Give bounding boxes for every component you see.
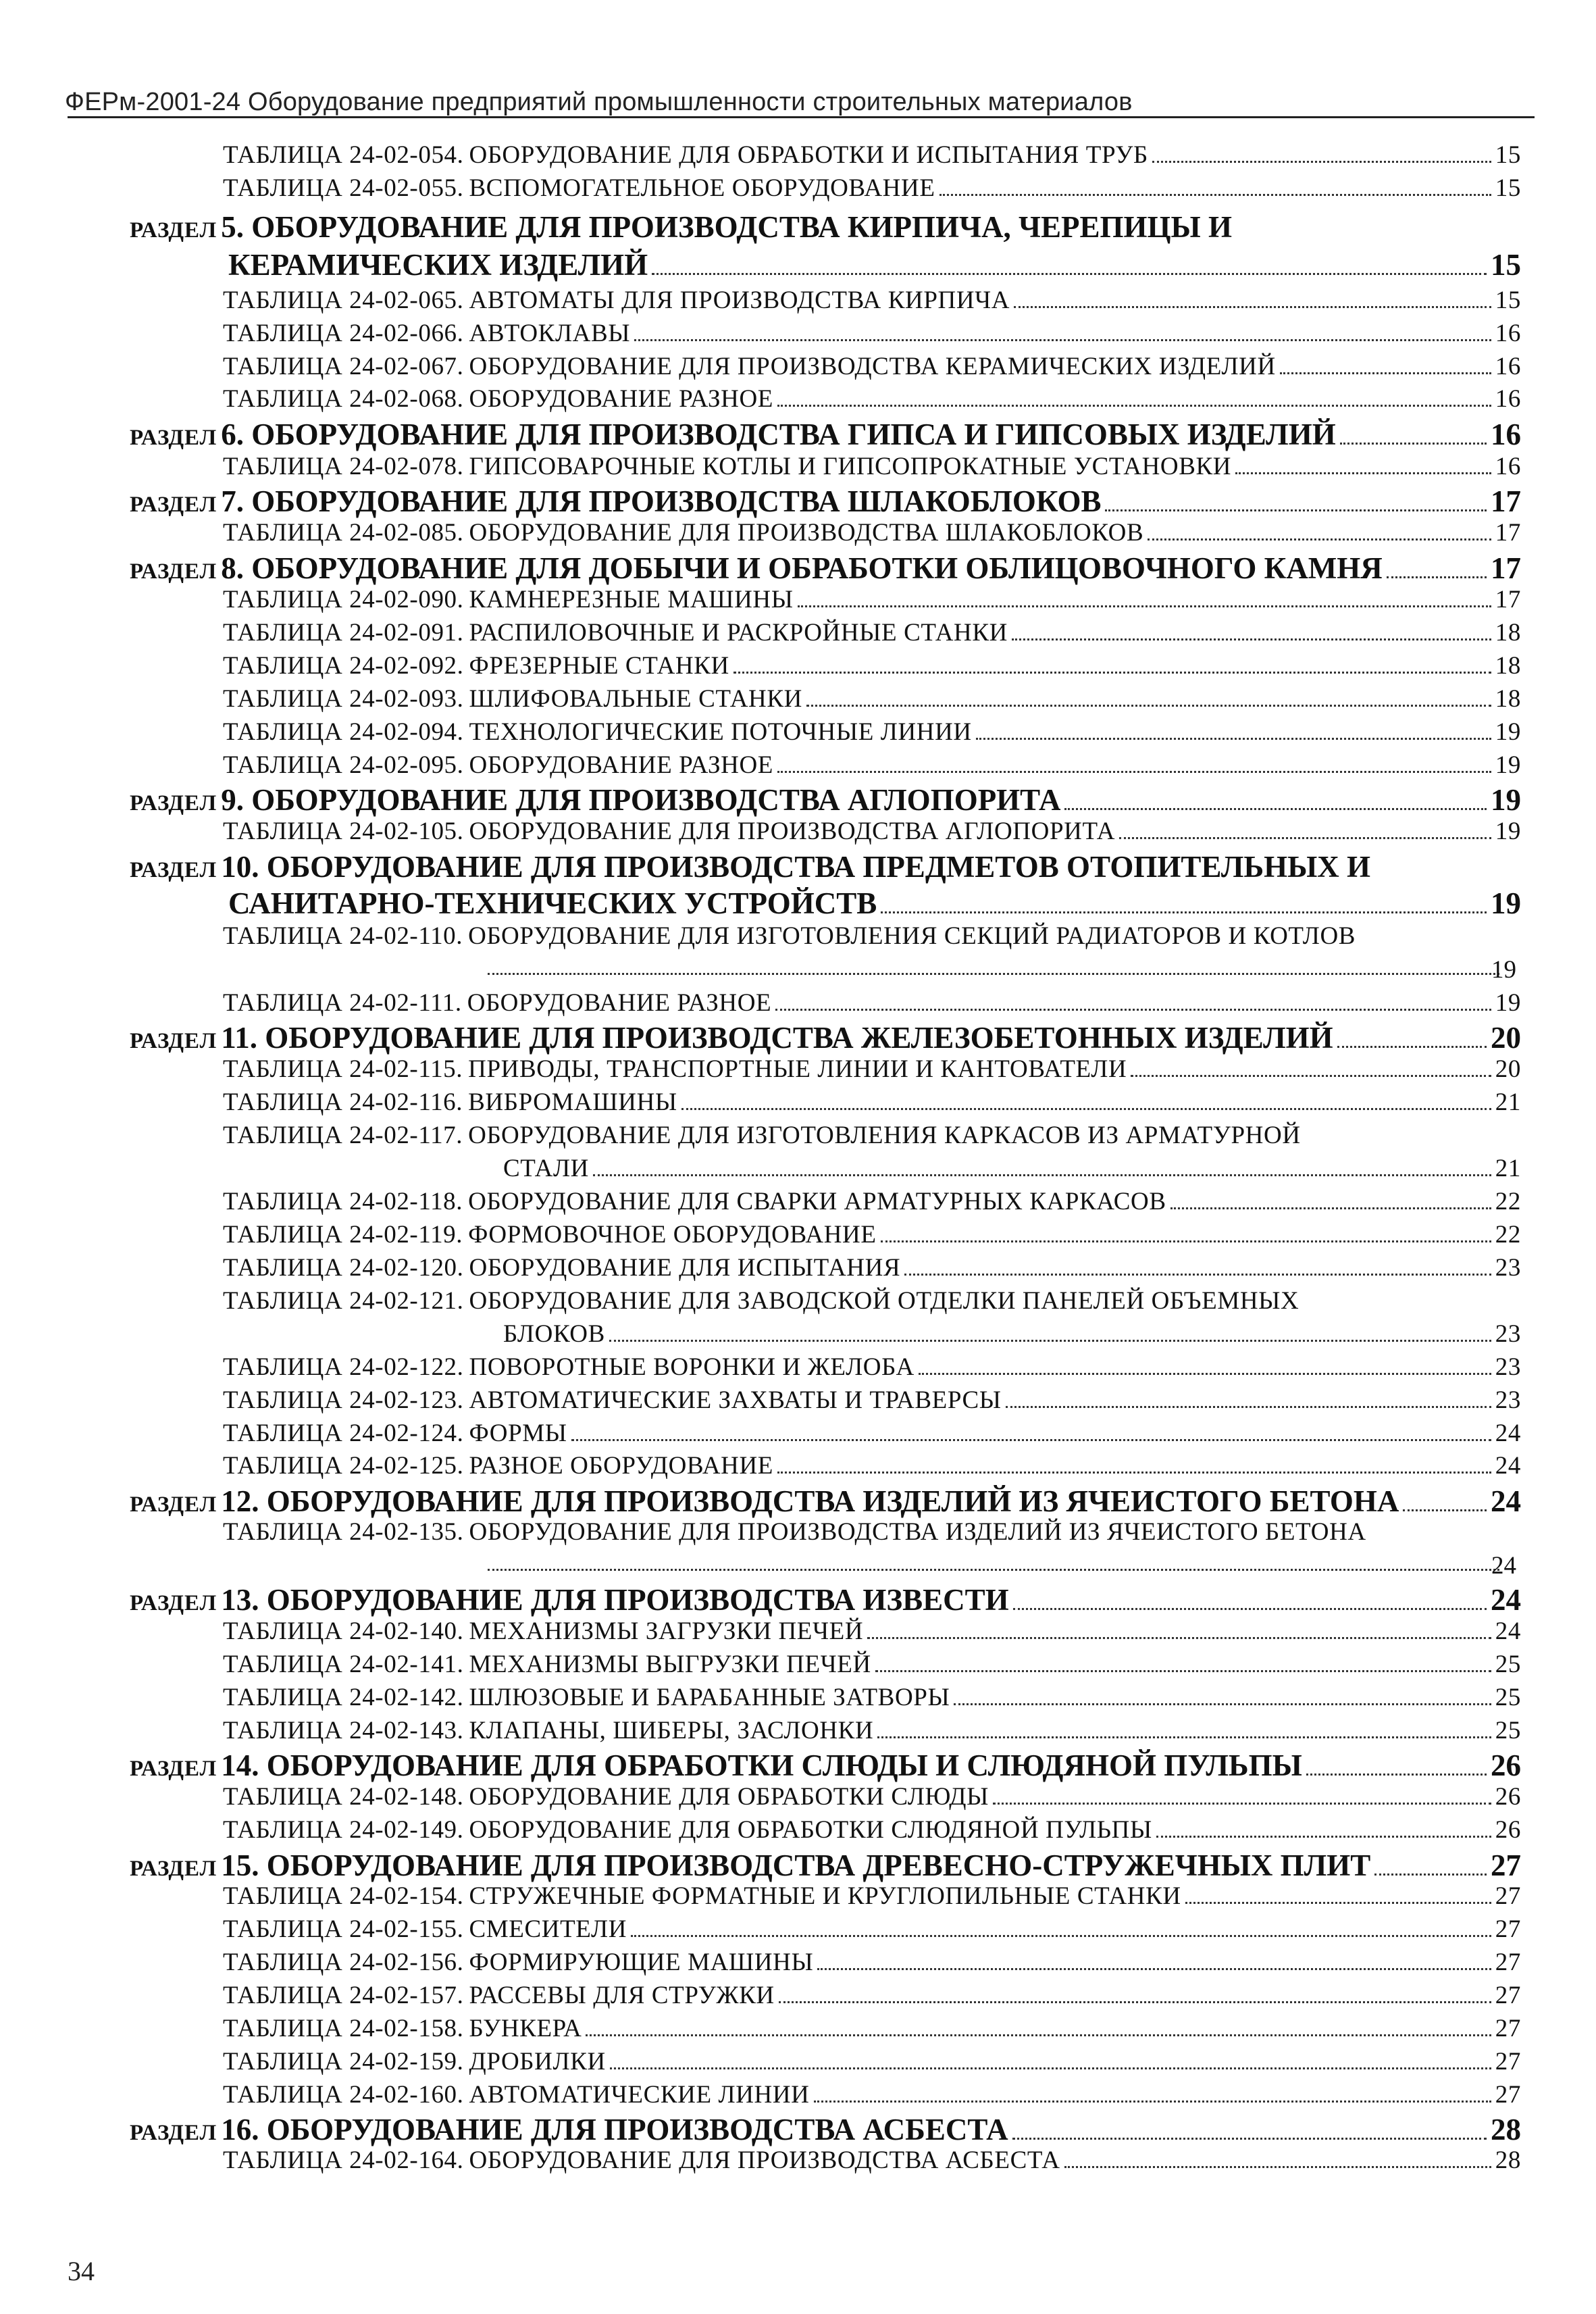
table-title: ФРЕЗЕРНЫЕ СТАНКИ — [469, 652, 729, 680]
toc-entry-table-118[interactable] — [223, 1187, 1521, 1216]
page-ref: 21 — [1495, 1088, 1521, 1116]
table-code: ТАБЛИЦА 24-02-067. — [223, 353, 464, 380]
toc-entry-table-125[interactable] — [223, 1451, 1521, 1480]
table-code: ТАБЛИЦА 24-02-090. — [223, 586, 464, 613]
table-title: БУНКЕРА — [469, 2015, 582, 2042]
page-ref: 18 — [1495, 619, 1521, 647]
section-prefix: РАЗДЕЛ — [130, 426, 217, 450]
toc-section-12[interactable] — [130, 1484, 1521, 1519]
section-title: 9. ОБОРУДОВАНИЕ ДЛЯ ПРОИЗВОДСТВА АГЛОПОРИТА — [221, 783, 1061, 817]
dot-leader — [875, 1670, 1491, 1672]
toc-entry-table-154[interactable] — [223, 1882, 1521, 1911]
page-ref: 28 — [1495, 2146, 1521, 2174]
page-ref: 19 — [1491, 886, 1521, 920]
dot-leader — [798, 605, 1491, 607]
table-code: ТАБЛИЦА 24-02-149. — [223, 1816, 464, 1844]
dot-leader — [806, 705, 1491, 707]
table-title: ФОРМЫ — [469, 1419, 567, 1447]
toc-entry-table-115[interactable] — [223, 1055, 1521, 1084]
table-title: ОБОРУДОВАНИЕ ДЛЯ ПРОИЗВОДСТВА АСБЕСТА — [469, 2146, 1060, 2174]
toc-section-16[interactable] — [130, 2112, 1521, 2147]
section-prefix: РАЗДЕЛ — [130, 1492, 217, 1517]
page-ref: 20 — [1491, 1021, 1521, 1055]
table-code: ТАБЛИЦА 24-02-116. — [223, 1088, 463, 1116]
page-ref: 26 — [1491, 1749, 1521, 1782]
section-title: 14. ОБОРУДОВАНИЕ ДЛЯ ОБРАБОТКИ СЛЮДЫ И СЛЮДЯНОЙ ПУЛЬПЫ — [221, 1749, 1302, 1782]
page-ref: 23 — [1495, 1320, 1521, 1348]
toc-entry-table-123[interactable] — [223, 1386, 1521, 1415]
table-title: ВСПОМОГАТЕЛЬНОЕ ОБОРУДОВАНИЕ — [469, 174, 935, 202]
page-ref: 27 — [1491, 1848, 1521, 1882]
table-code: ТАБЛИЦА 24-02-111. — [223, 989, 462, 1017]
toc-entry-table-120[interactable] — [223, 1253, 1521, 1282]
table-code: ТАБЛИЦА 24-02-124. — [223, 1419, 464, 1447]
table-title: ШЛЮЗОВЫЕ И БАРАБАННЫЕ ЗАТВОРЫ — [469, 1684, 950, 1711]
toc-entry-table-164[interactable] — [223, 2146, 1521, 2175]
table-code: ТАБЛИЦА 24-02-135. — [223, 1518, 464, 1546]
table-title-cont: СТАЛИ — [503, 1155, 589, 1182]
page-ref: 19 — [1495, 818, 1521, 845]
table-title: РАССЕВЫ ДЛЯ СТРУЖКИ — [469, 1982, 775, 2009]
toc-entry-table-157[interactable] — [223, 1981, 1521, 2010]
page-ref: 18 — [1495, 652, 1521, 680]
section-prefix: РАЗДЕЛ — [130, 1857, 217, 1881]
table-title: ОБОРУДОВАНИЕ ДЛЯ ЗАВОДСКОЙ ОТДЕЛКИ ПАНЕЛЕЙ ОБЪЕМНЫХ — [469, 1287, 1299, 1315]
table-code: ТАБЛИЦА 24-02-092. — [223, 652, 464, 680]
dot-leader — [993, 1803, 1491, 1805]
dot-leader — [867, 1637, 1491, 1639]
dot-leader — [1185, 1902, 1491, 1904]
section-title: 5. ОБОРУДОВАНИЕ ДЛЯ ПРОИЗВОДСТВА КИРПИЧА, ЧЕРЕПИЦЫ И — [221, 210, 1232, 244]
toc-section-9[interactable] — [130, 782, 1521, 818]
section-prefix: РАЗДЕЛ — [130, 858, 217, 882]
section-prefix: РАЗДЕЛ — [130, 1029, 217, 1053]
page-ref: 17 — [1491, 551, 1521, 585]
section-title-cont: САНИТАРНО-ТЕХНИЧЕСКИХ УСТРОЙСТВ — [228, 886, 877, 920]
page-ref: 19 — [1495, 989, 1521, 1017]
toc-entry-table-142[interactable] — [223, 1683, 1521, 1712]
table-code: ТАБЛИЦА 24-02-121. — [223, 1287, 464, 1315]
dot-leader — [571, 1439, 1491, 1441]
table-title: ПОВОРОТНЫЕ ВОРОНКИ И ЖЕЛОБА — [469, 1353, 915, 1381]
table-title: ДРОБИЛКИ — [469, 2048, 606, 2076]
dot-leader — [814, 2101, 1491, 2103]
table-title: РАЗНОЕ ОБОРУДОВАНИЕ — [469, 1452, 774, 1480]
toc-entry-table-117[interactable] — [223, 1121, 1521, 1150]
toc-entry-table-085[interactable] — [223, 518, 1521, 547]
dot-leader — [1337, 1046, 1487, 1048]
page-number: 34 — [68, 2256, 95, 2286]
page-ref: 15 — [1495, 286, 1521, 314]
table-code: ТАБЛИЦА 24-02-143. — [223, 1717, 464, 1744]
table-code: ТАБЛИЦА 24-02-157. — [223, 1982, 464, 2009]
page-ref: 24 — [1491, 1484, 1521, 1518]
section-title: 12. ОБОРУДОВАНИЕ ДЛЯ ПРОИЗВОДСТВА ИЗДЕЛИЙ ИЗ ЯЧЕИСТОГО БЕТОНА — [221, 1484, 1399, 1518]
section-prefix: РАЗДЕЛ — [130, 2121, 217, 2145]
table-code: ТАБЛИЦА 24-02-140. — [223, 1617, 464, 1645]
toc-section-10-continued[interactable] — [228, 886, 1521, 921]
toc-entry-table-092[interactable] — [223, 651, 1521, 680]
toc-section-13[interactable] — [130, 1582, 1521, 1617]
dot-leader — [904, 1274, 1491, 1276]
dot-leader — [1340, 443, 1487, 445]
dot-leader — [1170, 1207, 1491, 1209]
section-prefix: РАЗДЕЛ — [130, 218, 217, 243]
page-ref: 16 — [1495, 385, 1521, 413]
toc-entry-table-156[interactable] — [223, 1948, 1521, 1977]
dot-leader — [954, 1703, 1491, 1705]
page-ref: 25 — [1495, 1717, 1521, 1744]
table-title: МЕХАНИЗМЫ ВЫГРУЗКИ ПЕЧЕЙ — [469, 1651, 871, 1678]
dot-leader — [1105, 509, 1487, 511]
dot-leader — [779, 2001, 1491, 2003]
toc-entry-table-068[interactable] — [223, 384, 1521, 413]
table-title: КАМНЕРЕЗНЫЕ МАШИНЫ — [469, 586, 794, 613]
page-ref: 26 — [1495, 1816, 1521, 1844]
table-code: ТАБЛИЦА 24-02-118. — [223, 1188, 463, 1215]
page-ref: 23 — [1495, 1353, 1521, 1381]
toc-entry-table-124[interactable] — [223, 1419, 1521, 1448]
table-code: ТАБЛИЦА 24-02-085. — [223, 519, 464, 547]
table-title: ВИБРОМАШИНЫ — [468, 1088, 677, 1116]
page-ref: 15 — [1495, 174, 1521, 202]
table-title: ОБОРУДОВАНИЕ ДЛЯ ОБРАБОТКИ И ИСПЫТАНИЯ ТРУБ — [469, 141, 1148, 169]
page-ref: 27 — [1495, 1948, 1521, 1976]
page-ref: 16 — [1495, 453, 1521, 480]
table-code: ТАБЛИЦА 24-02-119. — [223, 1221, 463, 1249]
table-title: ОБОРУДОВАНИЕ ДЛЯ ИЗГОТОВЛЕНИЯ КАРКАСОВ ИЗ АРМАТУРНОЙ — [468, 1122, 1301, 1149]
table-title: ОБОРУДОВАНИЕ ДЛЯ ПРОИЗВОДСТВА АГЛОПОРИТА — [469, 818, 1116, 845]
table-title: КЛАПАНЫ, ШИБЕРЫ, ЗАСЛОНКИ — [469, 1717, 874, 1744]
toc-entry-table-141[interactable] — [223, 1650, 1521, 1679]
table-code: ТАБЛИЦА 24-02-123. — [223, 1386, 464, 1414]
table-code: ТАБЛИЦА 24-02-117. — [223, 1122, 463, 1149]
page-ref: 17 — [1495, 519, 1521, 547]
dot-leader — [777, 771, 1491, 773]
dot-leader — [1306, 1774, 1487, 1776]
toc-section-15[interactable] — [130, 1848, 1521, 1883]
toc-entry-table-111[interactable] — [223, 988, 1521, 1017]
table-title: АВТОМАТИЧЕСКИЕ ЗАХВАТЫ И ТРАВЕРСЫ — [469, 1386, 1002, 1414]
dot-leader — [1012, 638, 1491, 640]
page-ref: 23 — [1495, 1386, 1521, 1414]
dot-leader — [1014, 306, 1491, 308]
section-prefix: РАЗДЕЛ — [130, 1591, 217, 1615]
dot-leader — [1012, 2138, 1487, 2140]
toc-entry-table-148[interactable] — [223, 1782, 1521, 1811]
section-title: 10. ОБОРУДОВАНИЕ ДЛЯ ПРОИЗВОДСТВА ПРЕДМЕТОВ ОТОПИТЕЛЬНЫХ И — [221, 850, 1371, 884]
table-code: ТАБЛИЦА 24-02-065. — [223, 286, 464, 314]
dot-leader — [939, 194, 1491, 196]
table-code: ТАБЛИЦА 24-02-141. — [223, 1651, 464, 1678]
toc-entry-table-117-continued[interactable] — [503, 1154, 1521, 1183]
page-ref: 19 — [1495, 718, 1521, 746]
table-title: ОБОРУДОВАНИЕ ДЛЯ ИЗГОТОВЛЕНИЯ СЕКЦИЙ РАДИАТОРОВ И КОТЛОВ — [468, 922, 1356, 950]
toc-entry-table-110[interactable] — [223, 922, 1521, 951]
table-code: ТАБЛИЦА 24-02-055. — [223, 174, 464, 202]
page-ref: 21 — [1495, 1155, 1521, 1182]
table-title: ОБОРУДОВАНИЕ РАЗНОЕ — [469, 385, 774, 413]
table-title: АВТОМАТЫ ДЛЯ ПРОИЗВОДСТВА КИРПИЧА — [469, 286, 1010, 314]
page-ref: 19 — [1491, 956, 1516, 984]
toc-section-5-continued[interactable] — [228, 247, 1521, 282]
toc-entry-table-160[interactable] — [223, 2080, 1521, 2109]
dot-leader — [733, 672, 1491, 674]
toc-entry-table-140[interactable] — [223, 1617, 1521, 1646]
dot-leader — [777, 405, 1491, 407]
table-title: СТРУЖЕЧНЫЕ ФОРМАТНЫЕ И КРУГЛОПИЛЬНЫЕ СТАНКИ — [469, 1882, 1181, 1910]
dot-leader — [1131, 1075, 1491, 1077]
table-code: ТАБЛИЦА 24-02-094. — [223, 718, 464, 746]
section-title: 6. ОБОРУДОВАНИЕ ДЛЯ ПРОИЗВОДСТВА ГИПСА И ГИПСОВЫХ ИЗДЕЛИЙ — [221, 418, 1336, 451]
page-ref: 19 — [1495, 751, 1521, 779]
table-title: АВТОКЛАВЫ — [469, 320, 631, 347]
page-ref: 20 — [1495, 1055, 1521, 1083]
table-title: ОБОРУДОВАНИЕ ДЛЯ ПРОИЗВОДСТВА КЕРАМИЧЕСКИХ ИЗДЕЛИЙ — [469, 353, 1276, 380]
table-code: ТАБЛИЦА 24-02-120. — [223, 1254, 464, 1282]
dot-leader — [1403, 1509, 1487, 1511]
toc-entry-table-159[interactable] — [223, 2047, 1521, 2076]
section-title: 15. ОБОРУДОВАНИЕ ДЛЯ ПРОИЗВОДСТВА ДРЕВЕСНО-СТРУЖЕЧНЫХ ПЛИТ — [221, 1848, 1371, 1882]
toc-entry-table-055[interactable] — [223, 174, 1521, 203]
table-code: ТАБЛИЦА 24-02-093. — [223, 685, 464, 713]
dot-leader — [1374, 1873, 1487, 1876]
toc-entry-table-119[interactable] — [223, 1220, 1521, 1249]
toc-entry-table-121-continued[interactable] — [503, 1319, 1521, 1349]
table-code: ТАБЛИЦА 24-02-154. — [223, 1882, 464, 1910]
toc-section-5[interactable] — [130, 209, 1521, 245]
dot-leader — [1387, 576, 1487, 578]
dot-leader — [976, 738, 1491, 740]
toc-section-7[interactable] — [130, 484, 1521, 519]
page-ref: 23 — [1495, 1254, 1521, 1282]
page-ref: 24 — [1491, 1583, 1521, 1617]
toc-section-10[interactable] — [130, 849, 1521, 884]
toc-section-14[interactable] — [130, 1748, 1521, 1783]
section-prefix: РАЗДЕЛ — [130, 1757, 217, 1781]
toc-entry-table-090[interactable] — [223, 585, 1521, 614]
toc-entry-table-149[interactable] — [223, 1815, 1521, 1844]
toc-entry-table-067[interactable] — [223, 352, 1521, 381]
dot-leader — [1148, 538, 1491, 540]
dot-leader — [586, 2034, 1491, 2036]
table-title-cont: БЛОКОВ — [503, 1320, 605, 1348]
toc-entry-table-095[interactable] — [223, 751, 1521, 780]
page-ref: 24 — [1495, 1419, 1521, 1447]
table-code: ТАБЛИЦА 24-02-142. — [223, 1684, 464, 1711]
section-prefix: РАЗДЕЛ — [130, 559, 217, 584]
dot-leader — [631, 1935, 1491, 1937]
table-title: ОБОРУДОВАНИЕ РАЗНОЕ — [467, 989, 772, 1017]
page-ref: 24 — [1495, 1452, 1521, 1480]
toc-section-11[interactable] — [130, 1020, 1521, 1055]
dot-leader — [681, 1108, 1491, 1110]
table-code: ТАБЛИЦА 24-02-115. — [223, 1055, 463, 1083]
dot-leader — [609, 1340, 1491, 1342]
table-code: ТАБЛИЦА 24-02-110. — [223, 922, 463, 950]
running-header: ФЕРм-2001-24 Оборудование предприятий промышленности строительных материалов — [65, 88, 1133, 116]
page-ref: 17 — [1495, 586, 1521, 613]
page-ref: 25 — [1495, 1684, 1521, 1711]
dot-leader — [1006, 1406, 1491, 1408]
table-title: МЕХАНИЗМЫ ЗАГРУЗКИ ПЕЧЕЙ — [469, 1617, 864, 1645]
table-code: ТАБЛИЦА 24-02-164. — [223, 2146, 464, 2174]
page-ref: 22 — [1495, 1188, 1521, 1215]
page-ref: 27 — [1495, 1882, 1521, 1910]
toc-entry-table-066[interactable] — [223, 319, 1521, 348]
dot-leader — [1156, 1836, 1491, 1838]
table-title: ОБОРУДОВАНИЕ ДЛЯ СВАРКИ АРМАТУРНЫХ КАРКАСОВ — [468, 1188, 1166, 1215]
table-code: ТАБЛИЦА 24-02-122. — [223, 1353, 464, 1381]
dot-leader — [919, 1373, 1491, 1375]
page-ref: 24 — [1495, 1617, 1521, 1645]
page-ref: 24 — [1491, 1552, 1516, 1580]
table-code: ТАБЛИЦА 24-02-160. — [223, 2081, 464, 2109]
toc-entry-table-143[interactable] — [223, 1716, 1521, 1745]
table-code: ТАБЛИЦА 24-02-156. — [223, 1948, 464, 1976]
table-title: ОБОРУДОВАНИЕ ДЛЯ ПРОИЗВОДСТВА ШЛАКОБЛОКОВ — [469, 519, 1144, 547]
page-ref: 27 — [1495, 1982, 1521, 2009]
page-ref: 15 — [1495, 141, 1521, 169]
dot-leader — [1013, 1608, 1487, 1610]
section-title: 8. ОБОРУДОВАНИЕ ДЛЯ ДОБЫЧИ И ОБРАБОТКИ ОБЛИЦОВОЧНОГО КАМНЯ — [221, 551, 1383, 585]
table-title: ОБОРУДОВАНИЕ РАЗНОЕ — [469, 751, 774, 779]
table-title: ФОРМИРУЮЩИЕ МАШИНЫ — [469, 1948, 814, 1976]
page-ref: 27 — [1495, 1915, 1521, 1943]
dot-leader — [488, 1569, 1499, 1571]
toc-entry-table-121[interactable] — [223, 1286, 1521, 1315]
table-code: ТАБЛИЦА 24-02-159. — [223, 2048, 464, 2076]
page-ref: 15 — [1491, 248, 1521, 282]
toc-entry-table-091[interactable] — [223, 618, 1521, 647]
table-title: ГИПСОВАРОЧНЫЕ КОТЛЫ И ГИПСОПРОКАТНЫЕ УСТАНОВКИ — [469, 453, 1232, 480]
page-ref: 27 — [1495, 2048, 1521, 2076]
table-code: ТАБЛИЦА 24-02-095. — [223, 751, 464, 779]
table-title: АВТОМАТИЧЕСКИЕ ЛИНИИ — [469, 2081, 810, 2109]
toc-entry-table-135[interactable] — [223, 1517, 1521, 1546]
dot-leader — [610, 2067, 1491, 2069]
dot-leader — [1235, 472, 1491, 474]
section-title: 13. ОБОРУДОВАНИЕ ДЛЯ ПРОИЗВОДСТВА ИЗВЕСТИ — [221, 1583, 1009, 1617]
toc-entry-table-116[interactable] — [223, 1088, 1521, 1117]
dot-leader — [488, 973, 1499, 975]
toc-entry-table-078[interactable] — [223, 452, 1521, 481]
dot-leader — [652, 273, 1487, 275]
table-title: ФОРМОВОЧНОЕ ОБОРУДОВАНИЕ — [468, 1221, 877, 1249]
page-ref: 18 — [1495, 685, 1521, 713]
table-code: ТАБЛИЦА 24-02-105. — [223, 818, 464, 845]
table-code: ТАБЛИЦА 24-02-148. — [223, 1783, 464, 1811]
page-ref: 22 — [1495, 1221, 1521, 1249]
dot-leader — [775, 1009, 1491, 1011]
table-code: ТАБЛИЦА 24-02-066. — [223, 320, 464, 347]
table-title: ОБОРУДОВАНИЕ ДЛЯ ОБРАБОТКИ СЛЮДЫ — [469, 1783, 989, 1811]
page-ref: 19 — [1491, 783, 1521, 817]
page-ref: 16 — [1491, 418, 1521, 451]
section-prefix: РАЗДЕЛ — [130, 493, 217, 517]
table-code: ТАБЛИЦА 24-02-158. — [223, 2015, 464, 2042]
dot-leader — [817, 1968, 1491, 1970]
toc-section-8[interactable] — [130, 551, 1521, 586]
table-code: ТАБЛИЦА 24-02-078. — [223, 453, 464, 480]
page-ref: 28 — [1491, 2113, 1521, 2146]
toc-entry-table-155[interactable] — [223, 1915, 1521, 1944]
page-ref: 16 — [1495, 320, 1521, 347]
section-title-cont: КЕРАМИЧЕСКИХ ИЗДЕЛИЙ — [228, 248, 648, 282]
section-prefix: РАЗДЕЛ — [130, 791, 217, 815]
dot-leader — [881, 1240, 1491, 1242]
toc-entry-table-054[interactable] — [223, 141, 1521, 170]
table-title: СМЕСИТЕЛИ — [469, 1915, 627, 1943]
table-title: ШЛИФОВАЛЬНЫЕ СТАНКИ — [469, 685, 802, 713]
dot-leader — [634, 339, 1491, 341]
table-title: ТЕХНОЛОГИЧЕСКИЕ ПОТОЧНЫЕ ЛИНИИ — [469, 718, 972, 746]
toc-entry-table-158[interactable] — [223, 2014, 1521, 2043]
table-code: ТАБЛИЦА 24-02-125. — [223, 1452, 464, 1480]
table-code: ТАБЛИЦА 24-02-155. — [223, 1915, 464, 1943]
page-ref: 27 — [1495, 2081, 1521, 2109]
section-title: 16. ОБОРУДОВАНИЕ ДЛЯ ПРОИЗВОДСТВА АСБЕСТА — [221, 2113, 1008, 2146]
page-ref: 27 — [1495, 2015, 1521, 2042]
dot-leader — [881, 911, 1487, 913]
toc-entry-table-093[interactable] — [223, 684, 1521, 713]
dot-leader — [877, 1736, 1491, 1738]
dot-leader — [1152, 161, 1491, 163]
page-ref: 26 — [1495, 1783, 1521, 1811]
table-title: ОБОРУДОВАНИЕ ДЛЯ ИСПЫТАНИЯ — [469, 1254, 901, 1282]
dot-leader — [1064, 2166, 1491, 2168]
section-title: 11. ОБОРУДОВАНИЕ ДЛЯ ПРОИЗВОДСТВА ЖЕЛЕЗОБЕТОННЫХ ИЗДЕЛИЙ — [221, 1021, 1333, 1055]
toc-section-6[interactable] — [130, 417, 1521, 452]
dot-leader — [1280, 372, 1491, 374]
table-code: ТАБЛИЦА 24-02-091. — [223, 619, 464, 647]
section-title: 7. ОБОРУДОВАНИЕ ДЛЯ ПРОИЗВОДСТВА ШЛАКОБЛОКОВ — [221, 484, 1102, 518]
toc-entry-table-105[interactable] — [223, 817, 1521, 846]
page-ref: 25 — [1495, 1651, 1521, 1678]
toc-entry-table-094[interactable] — [223, 718, 1521, 747]
table-title: ОБОРУДОВАНИЕ ДЛЯ ПРОИЗВОДСТВА ИЗДЕЛИЙ ИЗ ЯЧЕИСТОГО БЕТОНА — [469, 1518, 1366, 1546]
toc-entry-table-122[interactable] — [223, 1353, 1521, 1382]
table-title: РАСПИЛОВОЧНЫЕ И РАСКРОЙНЫЕ СТАНКИ — [469, 619, 1008, 647]
dot-leader — [593, 1174, 1491, 1176]
page-ref: 16 — [1495, 353, 1521, 380]
table-code: ТАБЛИЦА 24-02-068. — [223, 385, 464, 413]
page-ref: 17 — [1491, 484, 1521, 518]
dot-leader — [777, 1472, 1491, 1474]
toc-entry-table-065[interactable] — [223, 286, 1521, 315]
dot-leader — [1119, 837, 1491, 839]
table-title: ОБОРУДОВАНИЕ ДЛЯ ОБРАБОТКИ СЛЮДЯНОЙ ПУЛЬПЫ — [469, 1816, 1152, 1844]
table-code: ТАБЛИЦА 24-02-054. — [223, 141, 464, 169]
table-title: ПРИВОДЫ, ТРАНСПОРТНЫЕ ЛИНИИ И КАНТОВАТЕЛИ — [468, 1055, 1127, 1083]
dot-leader — [1064, 808, 1487, 810]
